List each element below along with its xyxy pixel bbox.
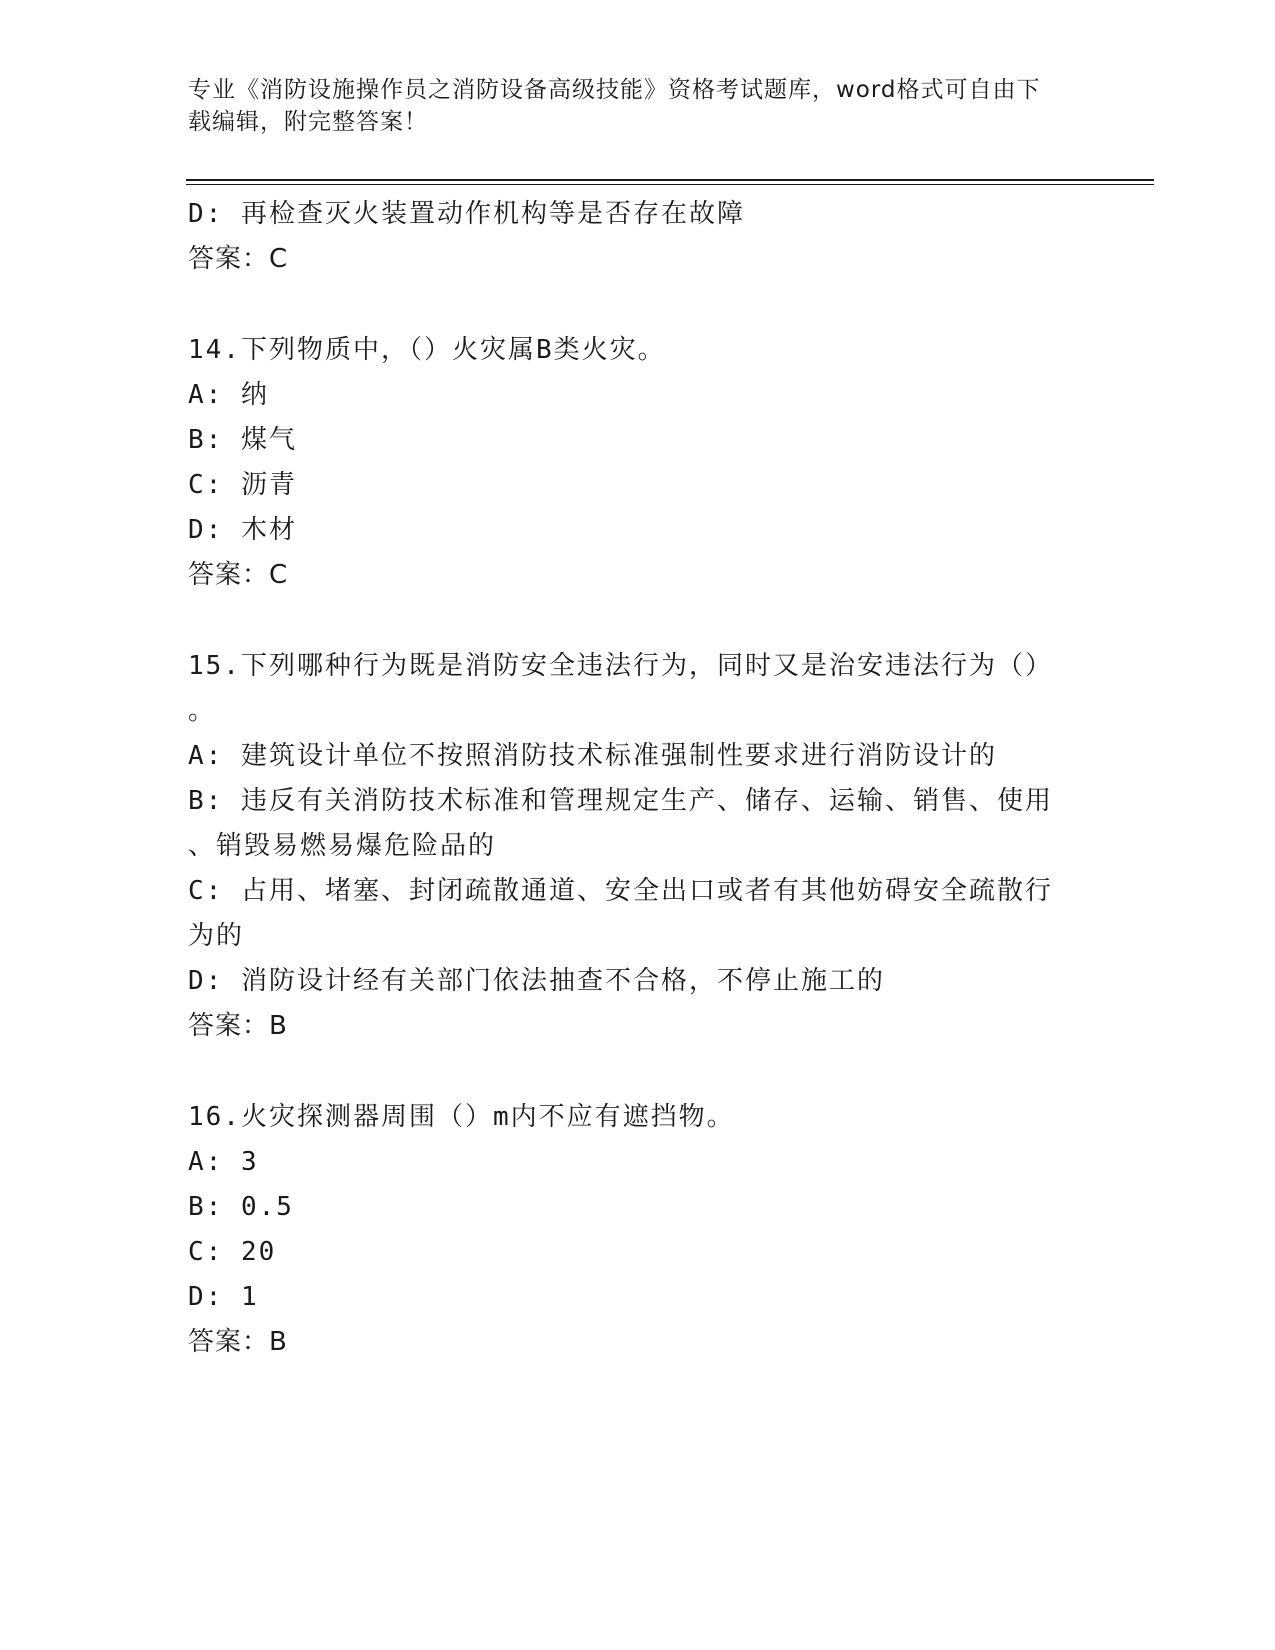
header-line-1: 专业《消防设施操作员之消防设备高级技能》资格考试题库，word格式可自由下 <box>188 77 1041 103</box>
option-b: B: 违反有关消防技术标准和管理规定生产、储存、运输、销售、使用 <box>188 786 1053 816</box>
option-c: C: 占用、堵塞、封闭疏散通道、安全出口或者有其他妨碍安全疏散行 <box>188 876 1053 906</box>
question-16 <box>188 1095 1088 1365</box>
question-stem: 14.下列物质中，（）火灾属B类火灾。 <box>188 335 666 365</box>
document-body <box>188 192 1088 1365</box>
answer-label: 答案：B <box>188 1011 288 1041</box>
question-14 <box>188 328 1088 598</box>
header-rule-thin <box>186 184 1154 185</box>
option-a: A: 纳 <box>188 380 269 410</box>
answer-label: 答案：C <box>188 560 289 590</box>
option-b: B: 煤气 <box>188 425 297 455</box>
answer-label: 答案：C <box>188 244 289 274</box>
header-rule-thick <box>186 179 1154 181</box>
header-line-2: 载编辑，附完整答案！ <box>188 109 428 135</box>
question-15 <box>188 644 1088 1049</box>
option-a: A: 建筑设计单位不按照消防技术标准强制性要求进行消防设计的 <box>188 741 997 771</box>
option-b: B: 0.5 <box>188 1192 294 1222</box>
option-a: A: 3 <box>188 1147 259 1177</box>
option-d: D: 木材 <box>188 515 297 545</box>
question-13-tail <box>188 192 1088 282</box>
question-stem: 15.下列哪种行为既是消防安全违法行为，同时又是治安违法行为（） <box>188 651 1053 681</box>
option-c-continued: 为的 <box>188 921 245 951</box>
answer-label: 答案：B <box>188 1327 288 1357</box>
option-d: D: 再检查灭火装置动作机构等是否存在故障 <box>188 199 745 229</box>
option-d: D: 消防设计经有关部门依法抽查不合格，不停止施工的 <box>188 966 885 996</box>
option-b-continued: 、销毁易燃易爆危险品的 <box>188 831 497 861</box>
document-header <box>188 74 1068 138</box>
option-c: C: 20 <box>188 1237 277 1267</box>
question-stem: 16.火灾探测器周围（）m内不应有遮挡物。 <box>188 1102 735 1132</box>
option-c: C: 沥青 <box>188 470 297 500</box>
question-stem-continued: 。 <box>188 696 217 726</box>
option-d: D: 1 <box>188 1282 259 1312</box>
